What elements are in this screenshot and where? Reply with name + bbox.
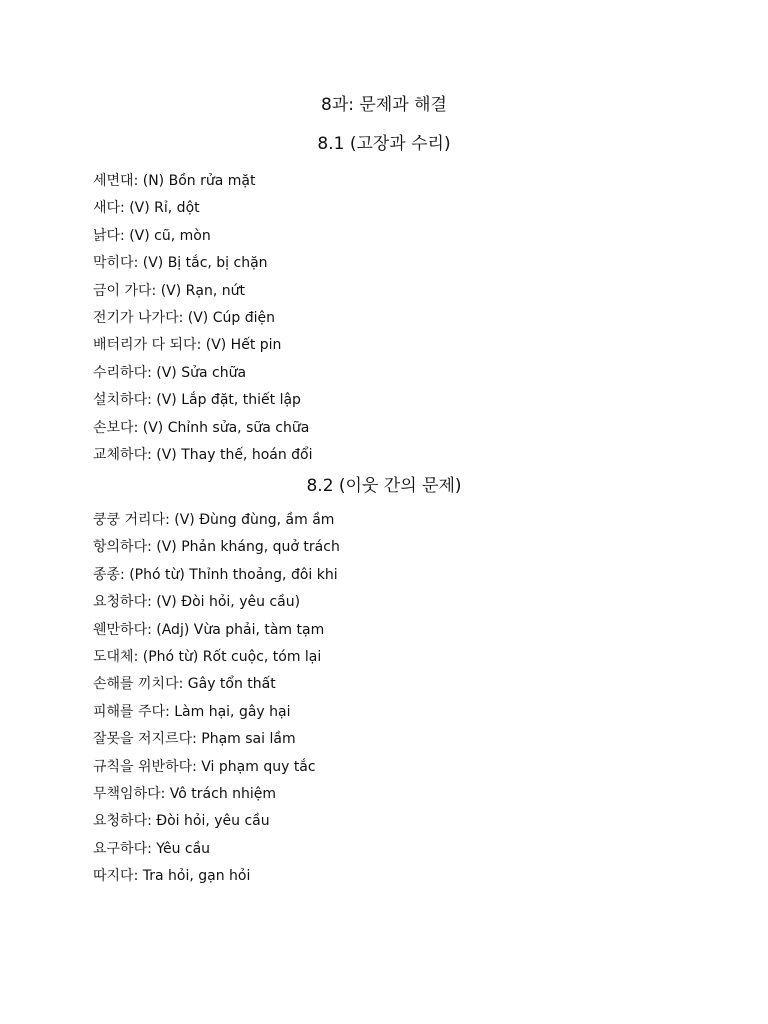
lesson-title: 8과: 문제과 해결 [321, 95, 447, 115]
vocab-item: 잘못을 저지르다: Phạm sai lầm [93, 731, 296, 748]
vocab-item: 따지다: Tra hỏi, gạn hỏi [93, 868, 251, 885]
vocab-item: 요청하다: Đòi hỏi, yêu cầu [93, 813, 270, 830]
vocab-item: 손보다: (V) Chỉnh sửa, sữa chữa [93, 419, 310, 436]
vocab-item: 설치하다: (V) Lắp đặt, thiết lập [93, 392, 301, 409]
vocab-item: 막히다: (V) Bị tắc, bị chặn [93, 255, 268, 272]
vocab-item: 도대체: (Phó từ) Rốt cuộc, tóm lại [93, 648, 322, 665]
vocab-item: 무책임하다: Vô trách nhiệm [93, 785, 277, 802]
vocab-item: 피해를 주다: Làm hại, gây hại [93, 703, 291, 720]
vocab-item: 교체하다: (V) Thay thế, hoán đổi [93, 446, 313, 463]
vocab-list-8-1 [93, 172, 313, 473]
vocab-item: 손해를 끼치다: Gây tổn thất [93, 676, 276, 693]
vocab-item: 요구하다: Yêu cầu [93, 840, 211, 857]
vocab-item: 쿵쿵 거리다: (V) Đùng đùng, ầm ầm [93, 512, 335, 528]
section-title-8-2: 8.2 (이웃 간의 문제) [306, 476, 462, 496]
section-title-8-1: 8.1 (고장과 수리) [317, 134, 451, 154]
vocab-item: 전기가 나가다: (V) Cúp điện [93, 309, 275, 326]
vocab-item: 배터리가 다 되다: (V) Hết pin [93, 337, 282, 354]
vocab-list-8-2 [93, 511, 340, 894]
vocab-item: 금이 가다: (V) Rạn, nứt [93, 282, 245, 299]
vocab-item: 종종: (Phó từ) Thỉnh thoảng, đôi khi [93, 566, 338, 583]
vocab-item: 규칙을 위반하다: Vi phạm quy tắc [93, 758, 316, 775]
vocab-item: 세면대: (N) Bồn rửa mặt [93, 173, 256, 189]
vocab-item: 웬만하다: (Adj) Vừa phải, tàm tạm [93, 621, 325, 638]
vocab-item: 수리하다: (V) Sửa chữa [93, 364, 247, 381]
vocab-item: 항의하다: (V) Phản kháng, quở trách [93, 539, 340, 556]
vocab-item: 낡다: (V) cũ, mòn [93, 227, 211, 244]
vocab-item: 요청하다: (V) Đòi hỏi, yêu cầu) [93, 594, 301, 611]
vocab-item: 새다: (V) Rỉ, dột [93, 200, 200, 217]
